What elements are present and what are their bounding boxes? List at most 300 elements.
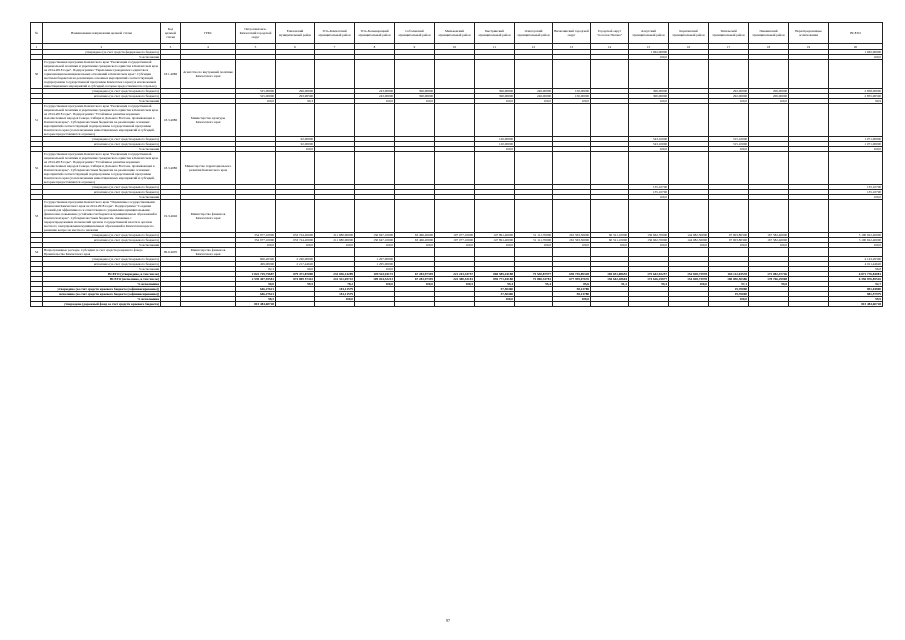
value-cell: 300,00000	[629, 89, 669, 94]
value-cell: 881,57979	[829, 292, 883, 297]
value-cell: 97 903,80300	[709, 238, 749, 243]
value-cell: 3 190 622,40000	[829, 233, 883, 238]
empty-cell	[515, 200, 553, 233]
value-cell: 51 111,70000	[515, 233, 553, 238]
value-cell: 100,0	[669, 282, 709, 287]
column-number: 18	[749, 44, 789, 50]
value-cell: 815 484,60728	[236, 302, 276, 307]
value-cell: 206,00000	[749, 89, 789, 94]
empty-cell	[829, 248, 883, 257]
row-label: исполнено (за счет средств краевого бюджета)	[43, 238, 161, 243]
value-cell: 82,3	[236, 267, 276, 272]
value-cell: 167 582,40000	[749, 233, 789, 238]
empty-cell	[709, 248, 749, 257]
value-cell	[515, 302, 553, 307]
value-cell: 646,27621	[236, 287, 276, 292]
row-label: % исполнения	[43, 99, 161, 104]
value-cell: 100,0	[629, 243, 669, 248]
value-cell: 646,27621	[236, 292, 276, 297]
value-cell: 100,0	[709, 243, 749, 248]
value-cell	[553, 302, 591, 307]
value-cell: 99,9	[829, 297, 883, 302]
value-cell: 100,0	[829, 195, 883, 200]
column-header: №	[31, 23, 43, 44]
empty-cell	[181, 302, 236, 307]
value-cell: 300,00000	[395, 89, 435, 94]
value-cell: 100,0	[829, 147, 883, 152]
value-cell: 58,13780	[553, 292, 591, 297]
column-header: ВСЕГО	[829, 23, 883, 44]
value-cell: 51 111,70000	[515, 238, 553, 243]
value-cell: 181,11579	[315, 292, 355, 297]
value-cell	[629, 302, 669, 307]
empty-cell	[355, 152, 395, 185]
program-grbs: Министерство финансов Камчатского края	[181, 200, 236, 233]
value-cell: 184 112,03578	[709, 272, 749, 277]
column-number: 7	[315, 44, 355, 50]
column-header: Быстринский муниципальный район	[475, 23, 515, 44]
empty-cell	[276, 152, 315, 185]
program-description: Государственная программа Камчатского края "Реализация государственной национальной политики и укрепление гражданского единства в Камчатском крае на 2014-2018 годы". Подпрограмма "Устойчивое развитие коренных малочисленных народов Севера, Сибири и Дальнего Востока, проживающих в Камчатском крае". Субсидии местным бюджетам на реализацию основных мероприятий соответствующей подпрограммы государственной программы Камчатского края (за исключением инвестиционных мероприятий и субсидий, которые предоставляются отдельно)	[43, 104, 161, 137]
value-cell: 100,0	[515, 243, 553, 248]
value-cell: 354 977,10000	[236, 233, 276, 238]
empty-cell	[236, 104, 276, 137]
column-number: 12	[515, 44, 553, 50]
empty-cell	[553, 104, 591, 137]
value-cell	[475, 302, 515, 307]
value-cell: 100,0	[236, 243, 276, 248]
program-row	[31, 104, 883, 137]
value-cell: 85,6	[553, 282, 591, 287]
column-number: 13	[553, 44, 591, 50]
empty-cell	[515, 60, 553, 89]
program-row	[31, 152, 883, 185]
value-cell: 100,0	[475, 243, 515, 248]
column-header: Наименование направления целевой статьи	[43, 23, 161, 44]
column-header: Соболевский муниципальный район	[395, 23, 435, 44]
value-cell: 174 626,25877	[629, 277, 669, 282]
empty-cell	[276, 200, 315, 233]
value-cell: 100,0	[475, 99, 515, 104]
value-cell: 100,0	[553, 297, 591, 302]
empty-cell	[591, 248, 629, 257]
value-cell: 92,00000	[276, 142, 315, 147]
empty-cell	[591, 200, 629, 233]
empty-cell	[515, 248, 553, 257]
value-cell: 221 243,34757	[435, 272, 475, 277]
value-cell: 167 582,40000	[749, 238, 789, 243]
value-cell: 100,0	[829, 243, 883, 248]
value-cell: 72 000,33781	[515, 277, 553, 282]
value-cell: 92,7	[829, 282, 883, 287]
table-row	[31, 302, 883, 307]
empty-cell	[669, 104, 709, 137]
column-header: Елизовский муниципальный район	[276, 23, 315, 44]
row-label: утверждено (за счет средств краевого бюджета)	[43, 185, 161, 190]
empty-cell	[829, 152, 883, 185]
value-cell: 75 530,87977	[515, 272, 553, 277]
program-code: 18.3.4086	[161, 152, 181, 185]
row-label: утверждено (за счет средств краевого бюджета)	[43, 137, 161, 142]
program-description: Государственная программа Камчатского края "Реализация государственной национальной политики и укрепление гражданского единства в Камчатском крае на 2014-2018 годы". Подпрограмма "Устойчивое развитие коренных малочисленных народов Севера, Сибири и Дальнего Востока, проживающих в Камчатском крае". Субсидии местным бюджетам на реализацию основных мероприятий соответствующей подпрограммы государственной программы Камчатского края (за исключением инвестиционных мероприятий и субсидий, которые предоставляются отдельно)	[43, 152, 161, 185]
value-cell: 211 680,90000	[315, 233, 355, 238]
value-cell: 150 647,10000	[355, 233, 395, 238]
value-cell: 100,0	[395, 282, 435, 287]
value-cell: 859 771,04188	[475, 277, 515, 282]
value-cell: 100,0	[553, 243, 591, 248]
value-cell: 99,4	[475, 282, 515, 287]
empty-cell	[475, 104, 515, 137]
value-cell: 57,50460	[475, 292, 515, 297]
value-cell: 100,0	[669, 243, 709, 248]
row-label: % исполнения	[43, 195, 161, 200]
empty-cell	[553, 152, 591, 185]
program-grbs: Министерство финансов Камчатского края	[181, 248, 236, 257]
value-cell: 150,00000	[553, 94, 591, 99]
value-cell: 58,13780	[553, 287, 591, 292]
value-cell: 354 977,10000	[236, 238, 276, 243]
empty-cell	[315, 248, 355, 257]
row-label: ВСЕГО (утверждено, в том числе)	[43, 272, 161, 277]
value-cell: 659 739,89328	[553, 272, 591, 277]
value-cell: 91,2	[591, 282, 629, 287]
value-cell: 144 082,50000	[669, 238, 709, 243]
value-cell	[355, 302, 395, 307]
empty-cell	[749, 104, 789, 137]
value-cell: 100,0	[315, 297, 355, 302]
value-cell: 300,00000	[475, 89, 515, 94]
empty-cell	[749, 248, 789, 257]
value-cell: 95,4	[515, 282, 553, 287]
value-cell	[789, 302, 829, 307]
empty-cell	[669, 200, 709, 233]
value-cell: 78,2	[315, 282, 355, 287]
value-cell: 169 651,08655	[591, 272, 629, 277]
value-cell: 100,0	[749, 99, 789, 104]
value-cell: 100,0	[355, 267, 395, 272]
empty-cell	[355, 104, 395, 137]
program-grbs: Министерство культуры Камчатского края	[181, 104, 236, 137]
empty-cell	[315, 104, 355, 137]
value-cell: 63 466,20000	[395, 238, 435, 243]
value-cell: 315,10000	[709, 137, 749, 142]
program-number: 52	[31, 152, 43, 185]
empty-cell	[236, 200, 276, 233]
value-cell: 300,00000	[629, 94, 669, 99]
value-cell: 6 871 776,84081	[829, 272, 883, 277]
value-cell: 100,0	[435, 243, 475, 248]
value-cell: 879 471,87000	[276, 272, 315, 277]
program-number: 53	[31, 200, 43, 233]
value-cell: 525,00000	[236, 89, 276, 94]
value-cell	[315, 302, 355, 307]
value-cell	[591, 302, 629, 307]
empty-cell	[669, 248, 709, 257]
value-cell: 100,0	[355, 282, 395, 287]
column-number: 5	[236, 44, 276, 50]
value-cell: 300,00000	[475, 94, 515, 99]
column-header: Городской округ "поселок Палана"	[591, 23, 629, 44]
value-cell: 19,70000	[709, 292, 749, 297]
empty-cell	[315, 60, 355, 89]
value-cell: 2 855,96590	[829, 94, 883, 99]
value-cell: 499,00000	[236, 262, 276, 267]
column-number: 16	[669, 44, 709, 50]
value-cell: 292,00000	[709, 94, 749, 99]
value-cell: 150,00000	[553, 89, 591, 94]
value-cell: 1 662,00000	[829, 50, 883, 55]
value-cell: 99,5	[276, 282, 315, 287]
row-label: % исполнения	[43, 55, 161, 60]
value-cell: 300,00000	[395, 94, 435, 99]
value-cell: 100,0	[709, 147, 749, 152]
empty-cell	[629, 152, 669, 185]
value-cell: 135,10700	[629, 185, 669, 190]
value-cell: 2 822 729,75687	[236, 272, 276, 277]
program-code: 18.3.4086	[161, 104, 181, 137]
empty-cell	[669, 152, 709, 185]
value-cell: 243,00000	[355, 89, 395, 94]
value-cell: 100,0	[236, 99, 276, 104]
row-label: % исполнения	[43, 297, 161, 302]
row-label: утверждено (за счет средств краевого бюджета (софинансирование))	[43, 287, 161, 292]
value-cell: 99,8	[749, 282, 789, 287]
value-cell: 19,70000	[709, 287, 749, 292]
empty-cell	[435, 104, 475, 137]
value-cell: 653 724,20000	[276, 238, 315, 243]
empty-cell	[276, 60, 315, 89]
empty-cell	[591, 152, 629, 185]
empty-cell	[395, 248, 435, 257]
empty-cell	[355, 200, 395, 233]
value-cell: 109 522,01172	[355, 272, 395, 277]
program-grbs: Агентство по внутренней политике Камчатского края	[181, 60, 236, 89]
value-cell: 233 036,14289	[315, 272, 355, 277]
empty-cell	[709, 60, 749, 89]
column-number: 8	[355, 44, 395, 50]
column-number: 11	[475, 44, 515, 50]
value-cell: 525,00000	[236, 94, 276, 99]
value-cell: 543,10000	[629, 137, 669, 142]
value-cell: 98,5	[236, 297, 276, 302]
column-header: Код целевой статьи	[161, 23, 181, 44]
empty-cell	[276, 104, 315, 137]
value-cell: 860 585,24188	[475, 272, 515, 277]
program-description: Государственная программа Камчатского края "Управление государственными финансами Камчатского края на 2014-2018 годы". Подпрограмма "Создание условий для эффективного и ответственного управления муниципальными финансами, повышение устойчивости бюджетов муниципальных образований в Камчатском крае". Субсидии местным бюджетам, связанные с перераспределением полномочий органов государственной власти и органов местного самоуправления муниципальных образований в Камчатском крае по решению вопросов местного значения	[43, 200, 161, 233]
value-cell: 293,96590	[276, 94, 315, 99]
value-cell: 99,0	[276, 267, 315, 272]
empty-cell	[749, 152, 789, 185]
value-cell: 120,00000	[475, 137, 515, 142]
row-label: утверждено (за счет средств краевого бюджета)	[43, 233, 161, 238]
value-cell: 100,0	[315, 243, 355, 248]
empty-cell	[315, 152, 355, 185]
value-cell: 97,1	[709, 282, 749, 287]
empty-cell	[789, 200, 829, 233]
row-label: % исполнения	[43, 282, 161, 287]
value-cell: 6 350 876,85516	[829, 277, 883, 282]
program-description: Государственная программа Камчатского края "Реализация государственной национальной политики и укрепление гражданского единства в Камчатском крае на 2014-2018 годы". Подпрограмма "Укрепление гражданского единства и гармонизация межнациональных отношений в Камчатском крае". Субсидии местным бюджетам на реализацию основных мероприятий соответствующей подпрограммы государственной программы Камчатского края (за исключением инвестиционных мероприятий и субсидий, которые предоставляются отдельно)	[43, 60, 161, 89]
empty-cell	[629, 200, 669, 233]
value-cell: 296,00000	[276, 89, 315, 94]
column-number: 6	[276, 44, 315, 50]
value-cell: 315,10000	[709, 142, 749, 147]
empty-cell	[435, 248, 475, 257]
column-header: Нераспределенные ассигнования	[789, 23, 829, 44]
program-number: 54	[31, 248, 43, 257]
value-cell: 606,26300	[236, 257, 276, 262]
value-cell: 2 858,00000	[829, 89, 883, 94]
program-code: 19.3.4046	[161, 200, 181, 233]
value-cell	[276, 302, 315, 307]
row-label: утверждено (за счет средств краевого бюджета)	[43, 89, 161, 94]
value-cell: 180 850,50386	[709, 277, 749, 282]
value-cell: 181,11579	[315, 287, 355, 292]
value-cell: 1 662,00000	[629, 50, 669, 55]
empty-cell	[629, 248, 669, 257]
value-cell: 63 466,20000	[395, 233, 435, 238]
value-cell: 100,0	[629, 99, 669, 104]
value-cell: 100,0	[591, 243, 629, 248]
column-header: Усть-Камчатский муниципальный район	[315, 23, 355, 44]
value-cell: 99,4	[629, 282, 669, 287]
value-cell: 100,0	[829, 55, 883, 60]
row-number	[31, 302, 43, 307]
value-cell	[435, 302, 475, 307]
value-cell: 100,0	[709, 99, 749, 104]
program-number: 51	[31, 104, 43, 137]
value-cell: 677 959,07676	[553, 277, 591, 282]
empty-cell	[475, 152, 515, 185]
value-cell: 120,00000	[475, 142, 515, 147]
value-cell: 57,50460	[475, 287, 515, 292]
value-cell: 222 380,53181	[435, 277, 475, 282]
value-cell: 100,0	[355, 99, 395, 104]
value-cell	[709, 302, 749, 307]
value-cell: 197 077,10000	[435, 233, 475, 238]
value-cell: 1 071,00000	[829, 142, 883, 147]
empty-cell	[475, 200, 515, 233]
empty-cell	[709, 200, 749, 233]
value-cell: 100,0	[475, 297, 515, 302]
empty-cell	[553, 248, 591, 257]
value-cell	[395, 302, 435, 307]
value-cell: 92,00000	[276, 137, 315, 142]
empty-cell	[591, 60, 629, 89]
program-row	[31, 248, 883, 257]
value-cell: 543,10000	[629, 142, 669, 147]
column-number: 14	[591, 44, 629, 50]
empty-cell	[435, 200, 475, 233]
empty-cell	[395, 200, 435, 233]
table-header	[31, 23, 883, 50]
value-cell: 100,0	[276, 147, 315, 152]
value-cell: 1 295,00000	[355, 262, 395, 267]
value-cell: 147 891,40000	[475, 233, 515, 238]
value-cell	[749, 302, 789, 307]
report-table	[30, 22, 883, 307]
value-cell: 100,0	[515, 99, 553, 104]
value-cell: 815 484,60728	[829, 302, 883, 307]
empty-cell	[553, 60, 591, 89]
row-label: утверждено (за счет средств краевого бюджета)	[43, 257, 161, 262]
empty-cell	[629, 104, 669, 137]
column-header: Олюторский муниципальный район	[515, 23, 553, 44]
empty-cell	[789, 104, 829, 137]
value-cell: 154 828,73978	[669, 272, 709, 277]
value-cell: 100,5	[435, 282, 475, 287]
value-cell: 100,0	[629, 195, 669, 200]
value-cell: 246,00000	[515, 89, 553, 94]
row-label: исполнено (за счет средств краевого бюджета)	[43, 142, 161, 147]
value-cell: 246,00000	[515, 94, 553, 99]
value-cell: 197 077,10000	[435, 238, 475, 243]
empty-cell	[236, 248, 276, 257]
value-cell: 147 891,40000	[475, 238, 515, 243]
row-label: % исполнения	[43, 267, 161, 272]
empty-cell	[236, 152, 276, 185]
value-cell: 90,0	[236, 282, 276, 287]
empty-cell	[395, 104, 435, 137]
value-cell: 67 283,97395	[395, 272, 435, 277]
column-header: Усть-Большерецкий муниципальный район	[355, 23, 395, 44]
value-cell: 2 539 407,95581	[236, 277, 276, 282]
value-cell: 100,0	[276, 243, 315, 248]
value-cell: 99,9	[829, 99, 883, 104]
value-cell	[669, 302, 709, 307]
empty-cell	[515, 152, 553, 185]
value-cell: 67 283,97395	[395, 277, 435, 282]
empty-cell	[629, 60, 669, 89]
program-row	[31, 60, 883, 89]
value-cell: 1 071,00000	[829, 137, 883, 142]
column-number: 10	[435, 44, 475, 50]
value-cell: 261 563,50000	[553, 238, 591, 243]
column-header: Мильковский муниципальный район	[435, 23, 475, 44]
value-cell: 144 082,50000	[669, 233, 709, 238]
value-cell: 135,10700	[629, 190, 669, 195]
value-cell: 97 903,80300	[709, 233, 749, 238]
column-number: 20	[829, 44, 883, 50]
program-code: 99.0.4005	[161, 248, 181, 257]
column-number: 3	[161, 44, 181, 50]
value-cell: 100,0	[395, 99, 435, 104]
value-cell: 100,0	[475, 147, 515, 152]
empty-cell	[789, 60, 829, 89]
page-number: 97	[446, 618, 450, 623]
program-code: 18.1.4086	[161, 60, 181, 89]
value-cell: 109 024,32213	[355, 277, 395, 282]
column-number: 4	[181, 44, 236, 50]
empty-cell	[749, 60, 789, 89]
value-cell: 261 563,50000	[553, 233, 591, 238]
empty-cell	[515, 104, 553, 137]
empty-cell	[553, 200, 591, 233]
column-number: 19	[789, 44, 829, 50]
empty-cell	[276, 248, 315, 257]
value-cell: 175 642,92257	[629, 272, 669, 277]
value-cell: 1 297,00000	[355, 257, 395, 262]
table-body	[31, 50, 883, 307]
value-cell: 292,00000	[709, 89, 749, 94]
empty-cell	[355, 60, 395, 89]
column-header: ГРБС	[181, 23, 236, 44]
empty-cell	[315, 200, 355, 233]
empty-cell	[161, 302, 181, 307]
column-header: Петропавловск-Камчатский городской округ	[236, 23, 276, 44]
value-cell: 100,0	[395, 243, 435, 248]
program-grbs: Министерство территориального развития Камчатского края	[181, 152, 236, 185]
